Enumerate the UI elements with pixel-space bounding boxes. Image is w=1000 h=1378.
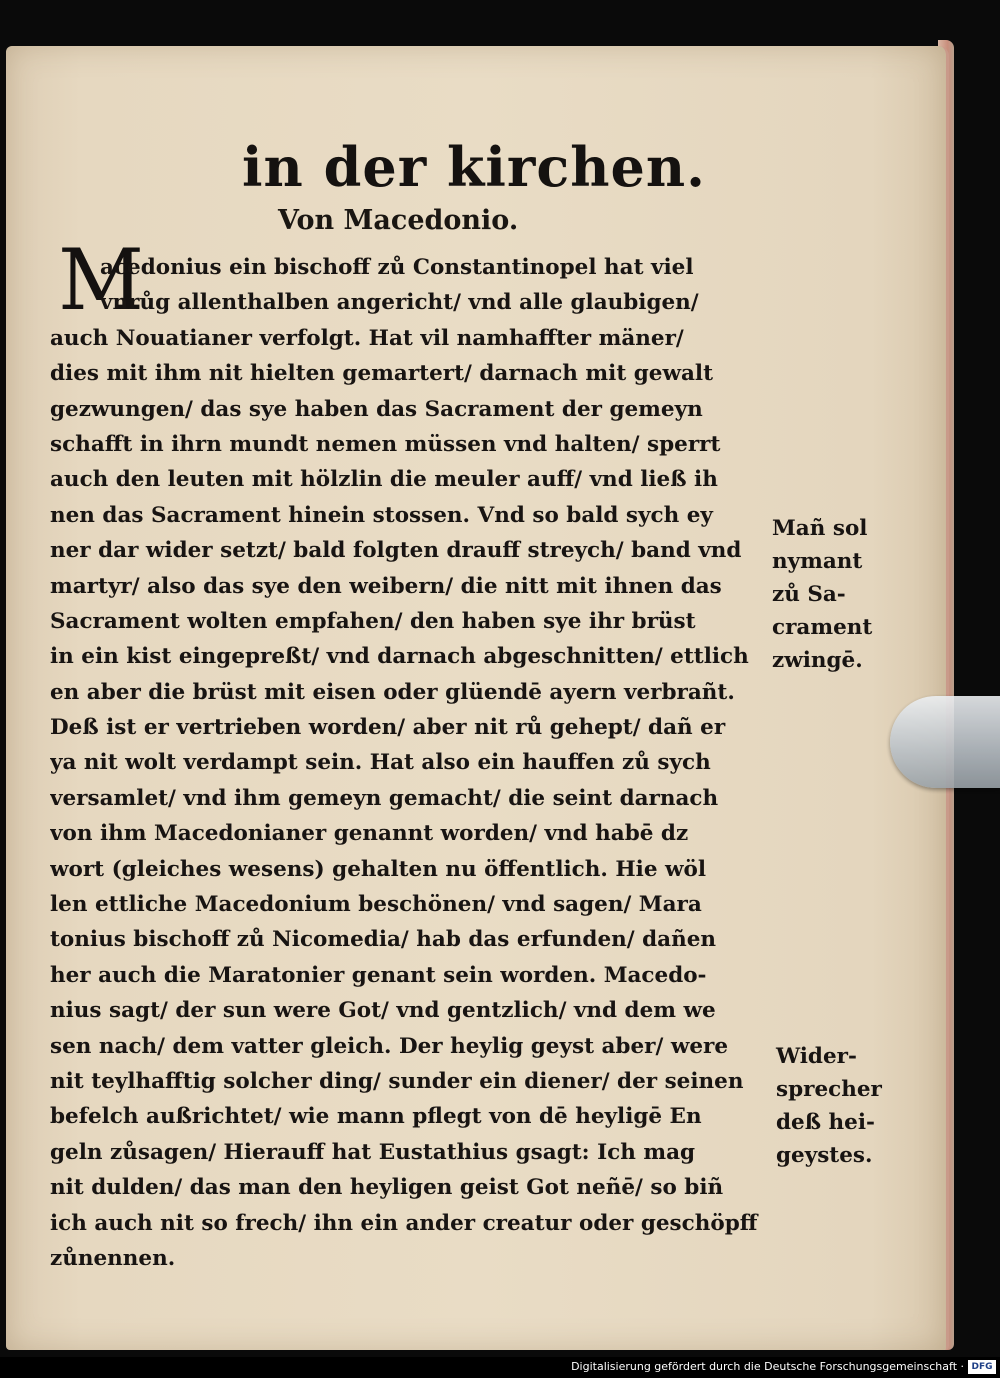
text-line: auch den leuten mit hölzlin die meuler auff/ vnd ließ ih	[50, 467, 718, 493]
text-line: nius sagt/ der sun were Got/ vnd gentzlich/ vnd dem we	[50, 998, 716, 1024]
text-line: von ihm Macedonianer genannt worden/ vnd habē dz	[50, 821, 689, 847]
footer-credit: Digitalisierung gefördert durch die Deutsche Forschungsgemeinschaft ·	[571, 1360, 964, 1373]
margin-note-line: sprecher	[776, 1077, 882, 1102]
margin-note-line: zů Sa-	[772, 582, 846, 607]
page-heading: in der kirchen.	[242, 135, 706, 199]
margin-note-holy-spirit	[776, 1040, 882, 1172]
text-line: versamlet/ vnd ihm gemeyn gemacht/ die seint darnach	[50, 785, 719, 811]
text-line: Sacrament wolten empfahen/ den haben sye ihr brüst	[50, 608, 696, 634]
text-line: geln zůsagen/ Hierauff hat Eustathius gsagt: Ich mag	[50, 1139, 696, 1165]
page-clip	[890, 696, 1000, 788]
text-line: martyr/ also das sye den weibern/ die nitt mit ihnen das	[50, 573, 722, 599]
text-line: len ettliche Macedonium beschönen/ vnd sagen/ Mara	[50, 892, 702, 918]
text-line: tonius bischoff zů Nicomedia/ hab das erfunden/ dañen	[50, 927, 717, 953]
text-line: ya nit wolt verdampt sein. Hat also ein hauffen zů sych	[50, 750, 711, 776]
body-text	[50, 250, 770, 1276]
margin-note-line: zwingē.	[772, 648, 863, 673]
text-line: nen das Sacrament hinein stossen. Vnd so bald sych ey	[50, 502, 713, 528]
text-line: acedonius ein bischoff zů Constantinopel hat viel	[100, 255, 694, 280]
margin-note-line: Wider-	[776, 1044, 857, 1069]
text-line: en aber die brüst mit eisen oder glüendē ayern verbrañt.	[50, 679, 735, 705]
text-line: nit teylhafftig solcher ding/ sunder ein diener/ der seinen	[50, 1068, 744, 1094]
text-line: schafft in ihrn mundt nemen müssen vnd halten/ sperrt	[50, 431, 721, 457]
text-line: nit dulden/ das man den heyligen geist Got neñē/ so biñ	[50, 1175, 724, 1201]
margin-note-line: Mañ sol	[772, 516, 868, 541]
text-line: Deß ist er vertrieben worden/ aber nit rů gehept/ dañ er	[50, 715, 726, 741]
drop-initial: M	[58, 231, 145, 329]
text-line: wort (gleiches wesens) gehalten nu öffentlich. Hie wöl	[50, 856, 707, 882]
text-line: dies mit ihm nit hielten gemartert/ darnach mit gewalt	[50, 361, 713, 387]
text-line: auch Nouatianer verfolgt. Hat vil namhaffter mäner/	[50, 325, 684, 351]
margin-note-line: nymant	[772, 549, 863, 574]
text-line: in ein kist eingepreßt/ vnd darnach abgeschnitten/ ettlich	[50, 644, 749, 670]
text-line: ner dar wider setzt/ bald folgten drauff streych/ band vnd	[50, 538, 742, 564]
text-line: sen nach/ dem vatter gleich. Der heylig geyst aber/ were	[50, 1033, 729, 1059]
dfg-logo[interactable]: DFG	[968, 1360, 996, 1374]
margin-note-line: crament	[772, 615, 873, 640]
section-title: Von Macedonio.	[278, 205, 519, 236]
text-line: vnrůg allenthalben angericht/ vnd alle glaubigen/	[100, 290, 699, 316]
margin-note-sacrament	[772, 512, 872, 677]
margin-note-line: deß hei-	[776, 1110, 875, 1135]
text-line: her auch die Maratonier genant sein worden. Macedo-	[50, 962, 707, 988]
margin-note-line: geystes.	[776, 1143, 873, 1168]
text-line: befelch außrichtet/ wie mann pflegt von dē heyligē En	[50, 1104, 702, 1130]
footer-bar	[0, 1357, 1000, 1378]
text-line: gezwungen/ das sye haben das Sacrament der gemeyn	[50, 396, 703, 422]
text-line: ich auch nit so frech/ ihn ein ander creatur oder geschöpff	[50, 1210, 758, 1236]
text-line: zůnennen.	[50, 1245, 176, 1271]
